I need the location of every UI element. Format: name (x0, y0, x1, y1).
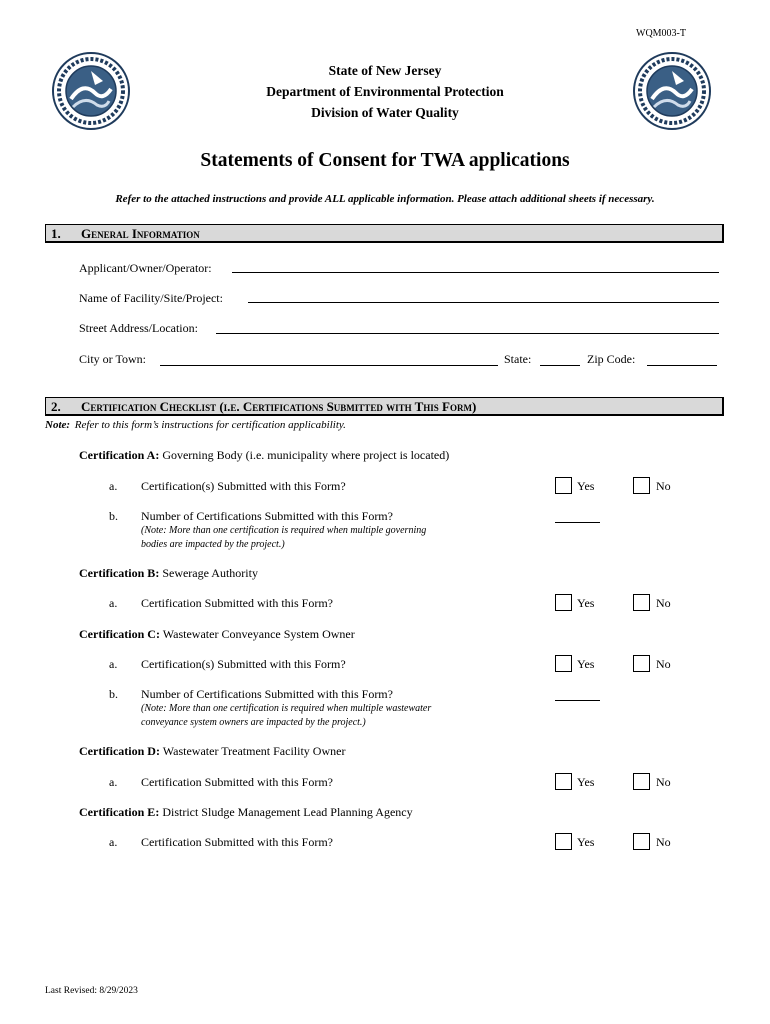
applicant-field[interactable] (232, 272, 719, 273)
cert-d-item-a-question: Certification Submitted with this Form? (141, 775, 333, 789)
facility-field[interactable] (248, 302, 719, 303)
cert-e-yes-checkbox[interactable] (555, 833, 572, 850)
cert-a-yes-label: Yes (577, 479, 595, 493)
cert-d-yes-label: Yes (577, 775, 595, 789)
agency-state: State of New Jersey (328, 63, 442, 78)
cert-e-item-a-question: Certification Submitted with this Form? (141, 835, 333, 849)
cert-c-no-label: No (656, 657, 671, 671)
cert-a-count-field[interactable] (555, 522, 600, 523)
section-1-title: General Information (81, 226, 200, 241)
cert-b-label: Certification B: (79, 566, 160, 580)
cert-e-name: District Sludge Management Lead Planning Agency (162, 805, 413, 819)
city-label: City or Town: (79, 352, 146, 366)
cert-a-yes-checkbox[interactable] (555, 477, 572, 494)
cert-a-item-b-question: Number of Certifications Submitted with this Form? (141, 509, 393, 523)
cert-a-item-b-note (141, 524, 501, 552)
cert-b-item-a-letter: a. (109, 596, 118, 610)
section-2-header (45, 397, 724, 416)
cert-a-note-line-2: bodies are impacted by the project.) (141, 539, 285, 550)
cert-d-item-a-letter: a. (109, 775, 118, 789)
cert-c-yes-checkbox[interactable] (555, 655, 572, 672)
cert-d-name: Wastewater Treatment Facility Owner (162, 744, 346, 758)
cert-c-label: Certification C: (79, 627, 160, 641)
cert-b-yes-label: Yes (577, 596, 595, 610)
cert-c-item-b-question: Number of Certifications Submitted with this Form? (141, 687, 393, 701)
section-2-title: Certification Checklist (i.e. Certifications Submitted with This Form) (81, 399, 477, 414)
note-label: Note: (45, 419, 71, 431)
form-id: WQM003-T (636, 28, 686, 39)
agency-department: Department of Environmental Protection (266, 84, 504, 99)
section-2-number: 2. (51, 399, 61, 414)
cert-b-item-a-question: Certification Submitted with this Form? (141, 596, 333, 610)
cert-a-name: Governing Body (i.e. municipality where project is located) (162, 448, 450, 462)
document-title: Statements of Consent for TWA applications (200, 150, 570, 171)
state-label: State: (504, 352, 532, 366)
section-1-number: 1. (51, 226, 61, 241)
city-field[interactable] (160, 365, 498, 366)
cert-d-yes-checkbox[interactable] (555, 773, 572, 790)
cert-b-name: Sewerage Authority (162, 566, 258, 580)
state-field[interactable] (540, 365, 580, 366)
section-1-header (45, 224, 724, 243)
cert-c-item-a-letter: a. (109, 657, 118, 671)
section-2-note (45, 419, 346, 431)
address-label: Street Address/Location: (79, 321, 198, 335)
cert-e-item-a-letter: a. (109, 835, 118, 849)
note-text: Refer to this form’s instructions for certification applicability. (74, 419, 346, 431)
cert-c-name: Wastewater Conveyance System Owner (162, 627, 355, 641)
cert-c-item-b-letter: b. (109, 687, 118, 701)
cert-a-item-b-letter: b. (109, 509, 118, 523)
cert-c-note-line-1: (Note: More than one certification is required when multiple wastewater (141, 703, 432, 714)
cert-b-heading (79, 566, 258, 581)
cert-e-no-label: No (656, 835, 671, 849)
cert-b-yes-checkbox[interactable] (555, 594, 572, 611)
cert-c-yes-label: Yes (577, 657, 595, 671)
agency-division: Division of Water Quality (311, 105, 459, 120)
cert-d-label: Certification D: (79, 744, 160, 758)
cert-b-no-checkbox[interactable] (633, 594, 650, 611)
cert-e-no-checkbox[interactable] (633, 833, 650, 850)
cert-a-item-a-letter: a. (109, 479, 118, 493)
cert-d-no-checkbox[interactable] (633, 773, 650, 790)
cert-c-heading (79, 627, 355, 642)
cert-c-item-a-question: Certification(s) Submitted with this Form? (141, 657, 346, 671)
cert-a-note-line-1: (Note: More than one certification is required when multiple governing (141, 525, 427, 536)
cert-e-yes-label: Yes (577, 835, 595, 849)
cert-d-no-label: No (656, 775, 671, 789)
cert-a-no-checkbox[interactable] (633, 477, 650, 494)
cert-c-count-field[interactable] (555, 700, 600, 701)
cert-c-note-line-2: conveyance system owners are impacted by the project.) (141, 717, 366, 728)
cert-e-heading (79, 805, 413, 820)
cert-d-heading (79, 744, 345, 759)
cert-c-no-checkbox[interactable] (633, 655, 650, 672)
address-field[interactable] (216, 333, 719, 334)
zip-label: Zip Code: (587, 352, 636, 366)
nj-dep-seal-right (632, 51, 712, 131)
applicant-label: Applicant/Owner/Operator: (79, 261, 212, 275)
cert-b-no-label: No (656, 596, 671, 610)
cert-a-no-label: No (656, 479, 671, 493)
cert-a-item-a-question: Certification(s) Submitted with this Form? (141, 479, 346, 493)
facility-label: Name of Facility/Site/Project: (79, 291, 223, 305)
cert-a-label: Certification A: (79, 448, 160, 462)
cert-a-heading (79, 448, 449, 463)
zip-field[interactable] (647, 365, 717, 366)
last-revised-footer: Last Revised: 8/29/2023 (45, 986, 138, 996)
cert-c-item-b-note (141, 702, 501, 730)
instructions-text: Refer to the attached instructions and provide ALL applicable information. Please attach additional sheets if necessary. (115, 193, 655, 205)
cert-e-label: Certification E: (79, 805, 160, 819)
